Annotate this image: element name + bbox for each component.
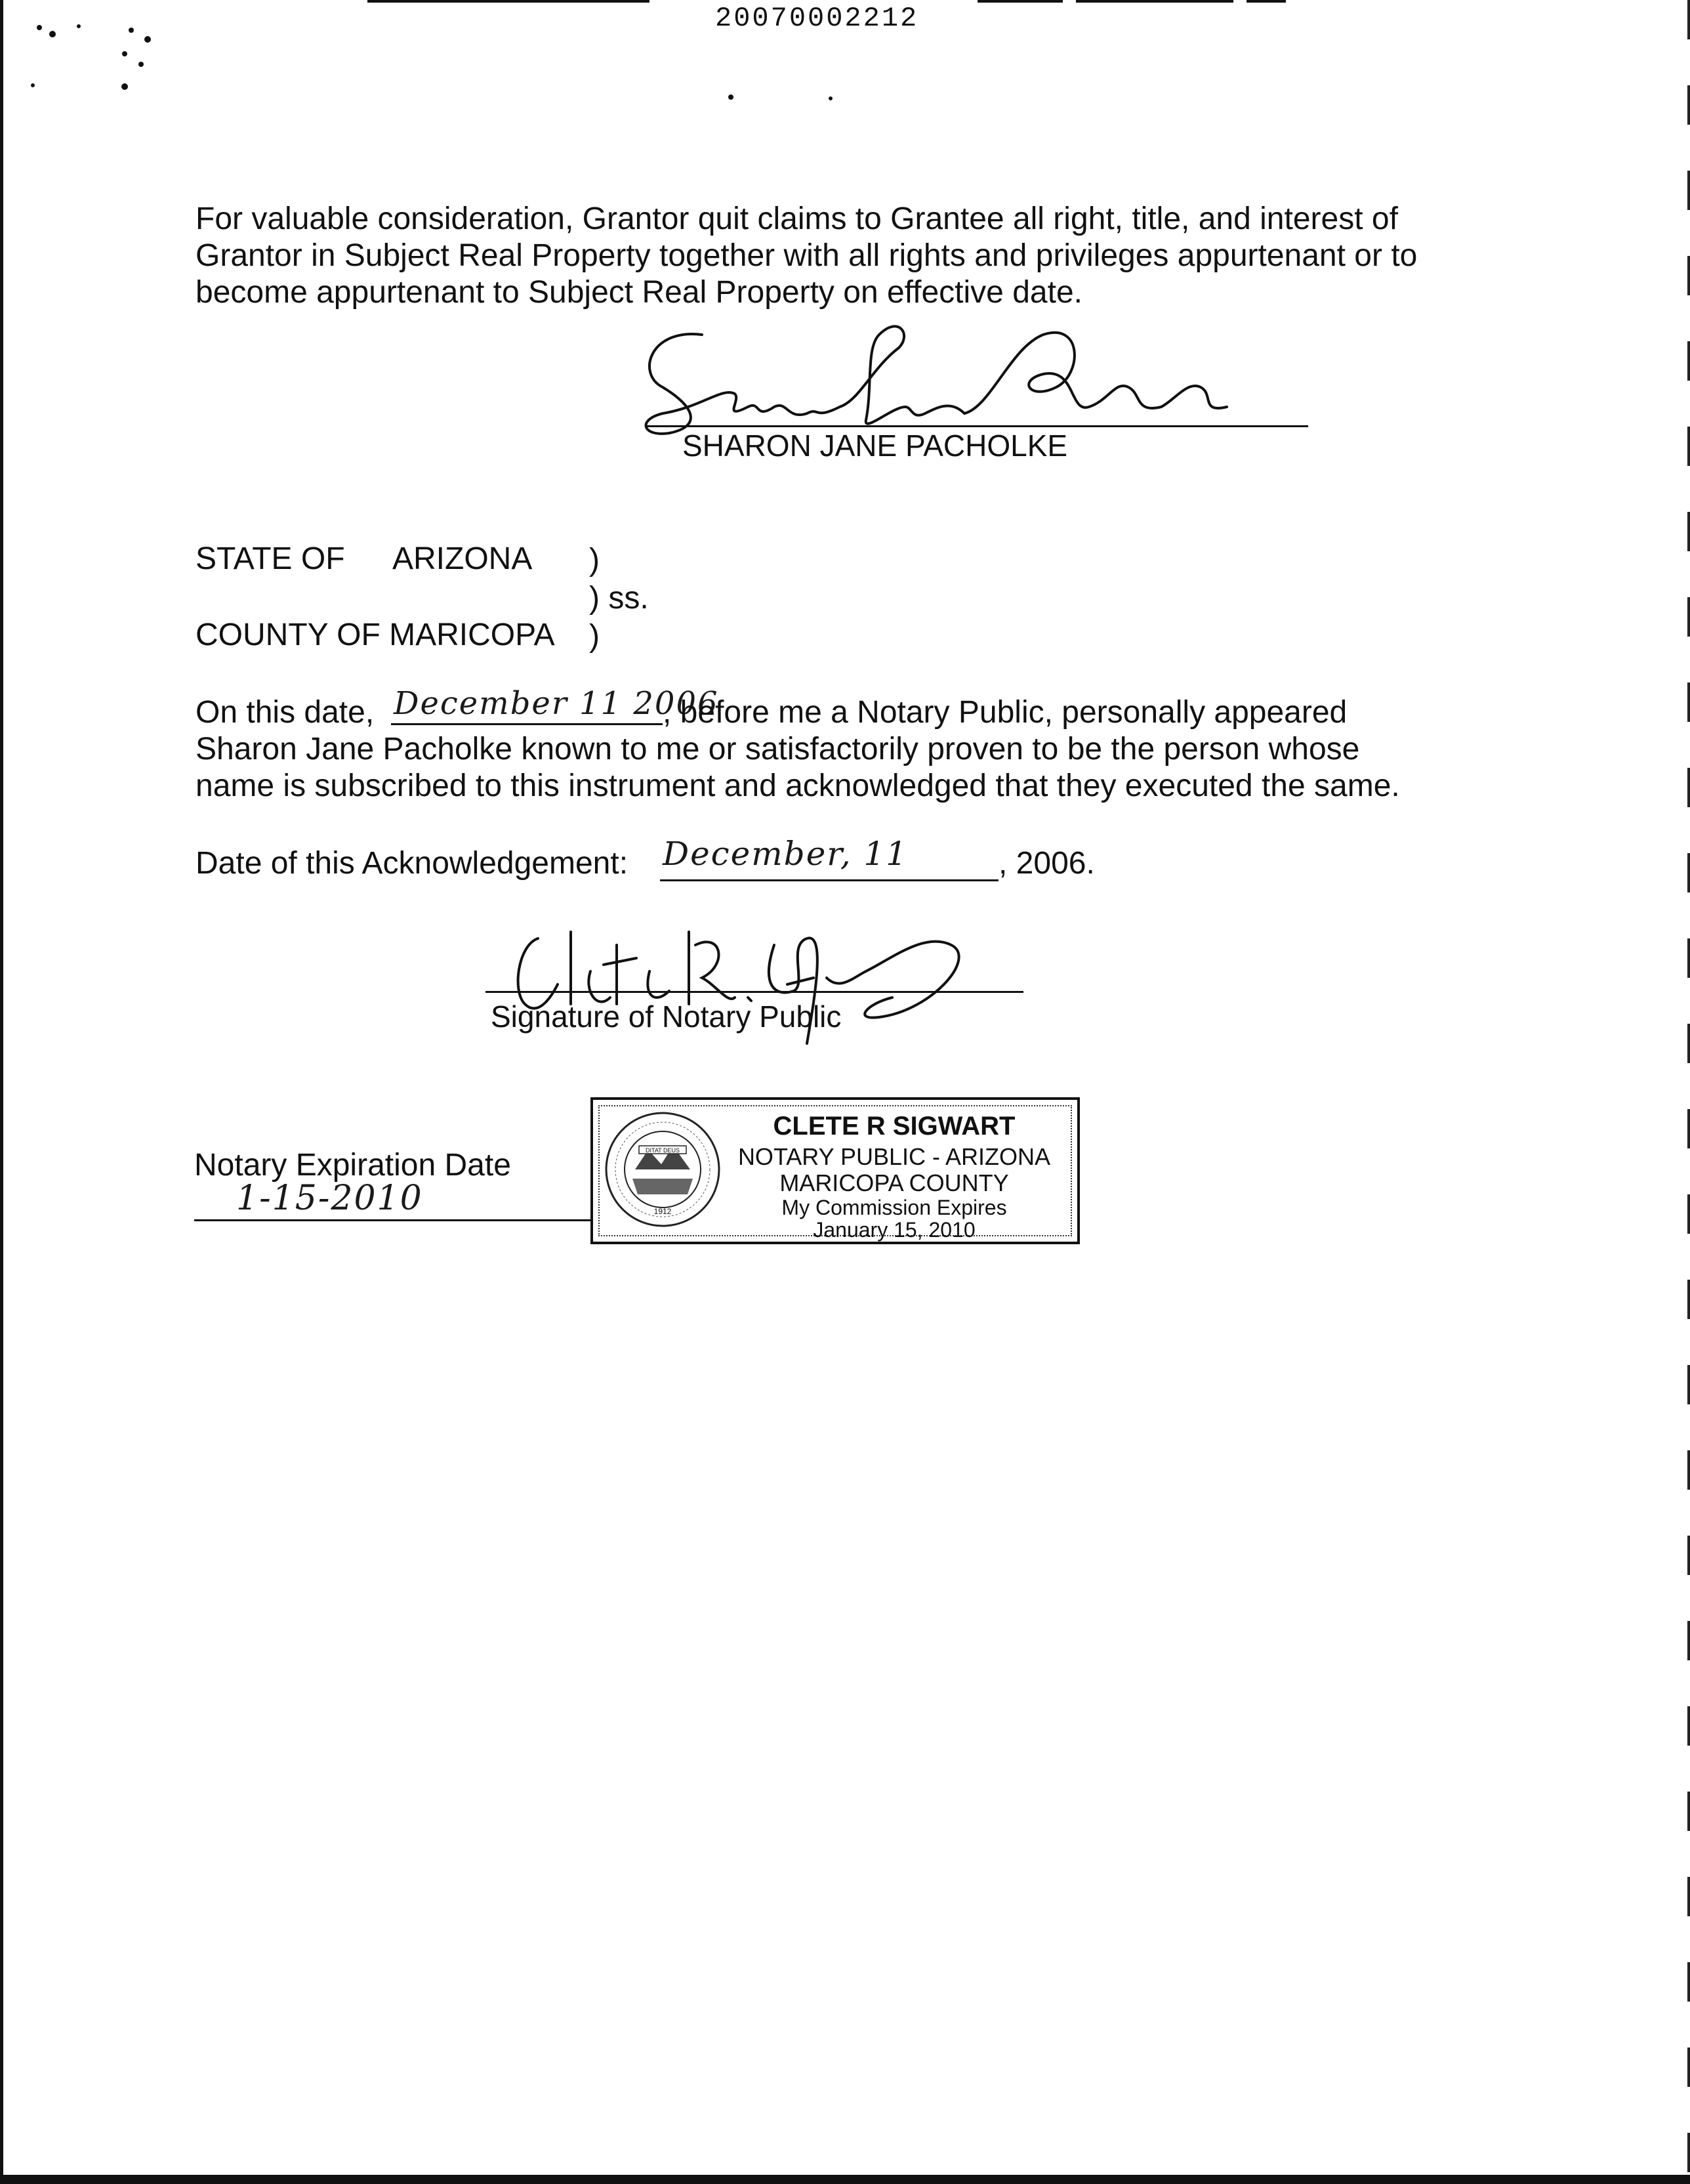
notary-expiration-line (194, 1219, 590, 1221)
paragraph-line: For valuable consideration, Grantor quit claims to Grantee all right, title, and interest of (196, 201, 1398, 236)
top-rule (367, 0, 649, 3)
top-rule (1076, 0, 1233, 3)
notary-expiration-handwritten: 1-15-2010 (236, 1179, 423, 1218)
scan-specks (722, 89, 840, 109)
notary-signature-line (485, 991, 1023, 993)
stamp-commission-date: January 15, 2010 (813, 1218, 976, 1242)
stamp-notary-name: CLETE R SIGWART (773, 1112, 1016, 1141)
scan-bottom-edge (0, 2175, 1690, 2184)
ack-date-line (660, 879, 999, 881)
consideration-paragraph (196, 201, 1508, 311)
paragraph-line: Grantor in Subject Real Property together with all rights and privileges appurtenant or to (196, 238, 1418, 273)
scan-right-edge (1687, 0, 1690, 2184)
scan-left-edge (0, 0, 3, 2184)
ack-line: name is subscribed to this instrument and acknowledged that they executed the same. (196, 768, 1400, 803)
ack-suffix: , before me a Notary Public, personally appeared (663, 695, 1348, 730)
ack-date-line (391, 723, 663, 725)
state-value: ARIZONA (392, 541, 533, 576)
notary-signature (499, 906, 971, 1070)
ack-handwritten-date: December 11 2006 (394, 685, 719, 722)
paragraph-line: become appurtenant to Subject Real Property on effective date. (196, 275, 1082, 310)
stamp-county: MARICOPA COUNTY (779, 1169, 1009, 1196)
ack-line: Sharon Jane Pacholke known to me or satisfactorily proven to be the person whose (196, 732, 1360, 766)
ack-date-label: Date of this Acknowledgement: (196, 846, 629, 881)
stamp-commission-label: My Commission Expires (781, 1196, 1007, 1219)
document-number: 20070002212 (715, 3, 919, 34)
stamp-title: NOTARY PUBLIC - ARIZONA (737, 1143, 1051, 1170)
notary-stamp (590, 1097, 1080, 1244)
county-label: COUNTY OF MARICOPA (196, 618, 555, 652)
grantor-signature-line (646, 425, 1308, 427)
grantor-printed-name: SHARON JANE PACHOLKE (682, 429, 1068, 463)
ack-date-handwritten: December, 11 (663, 835, 909, 873)
ack-prefix: On this date, (196, 695, 375, 730)
scan-specks (26, 13, 171, 131)
state-label: STATE OF (196, 541, 345, 576)
state-seal-icon (602, 1109, 723, 1230)
venue-paren: ) (589, 619, 600, 654)
top-rule (1247, 0, 1286, 3)
seal-year: 1912 (653, 1207, 672, 1216)
notary-signature-label: Signature of Notary Public (491, 999, 842, 1034)
venue-paren: ) (589, 543, 600, 578)
top-rule (978, 0, 1063, 3)
seal-motto: DITAT DEUS (645, 1147, 680, 1154)
ack-date-suffix: , 2006. (999, 846, 1095, 881)
notary-expiration-label: Notary Expiration Date (194, 1148, 511, 1183)
venue-ss: ) ss. (589, 581, 649, 616)
